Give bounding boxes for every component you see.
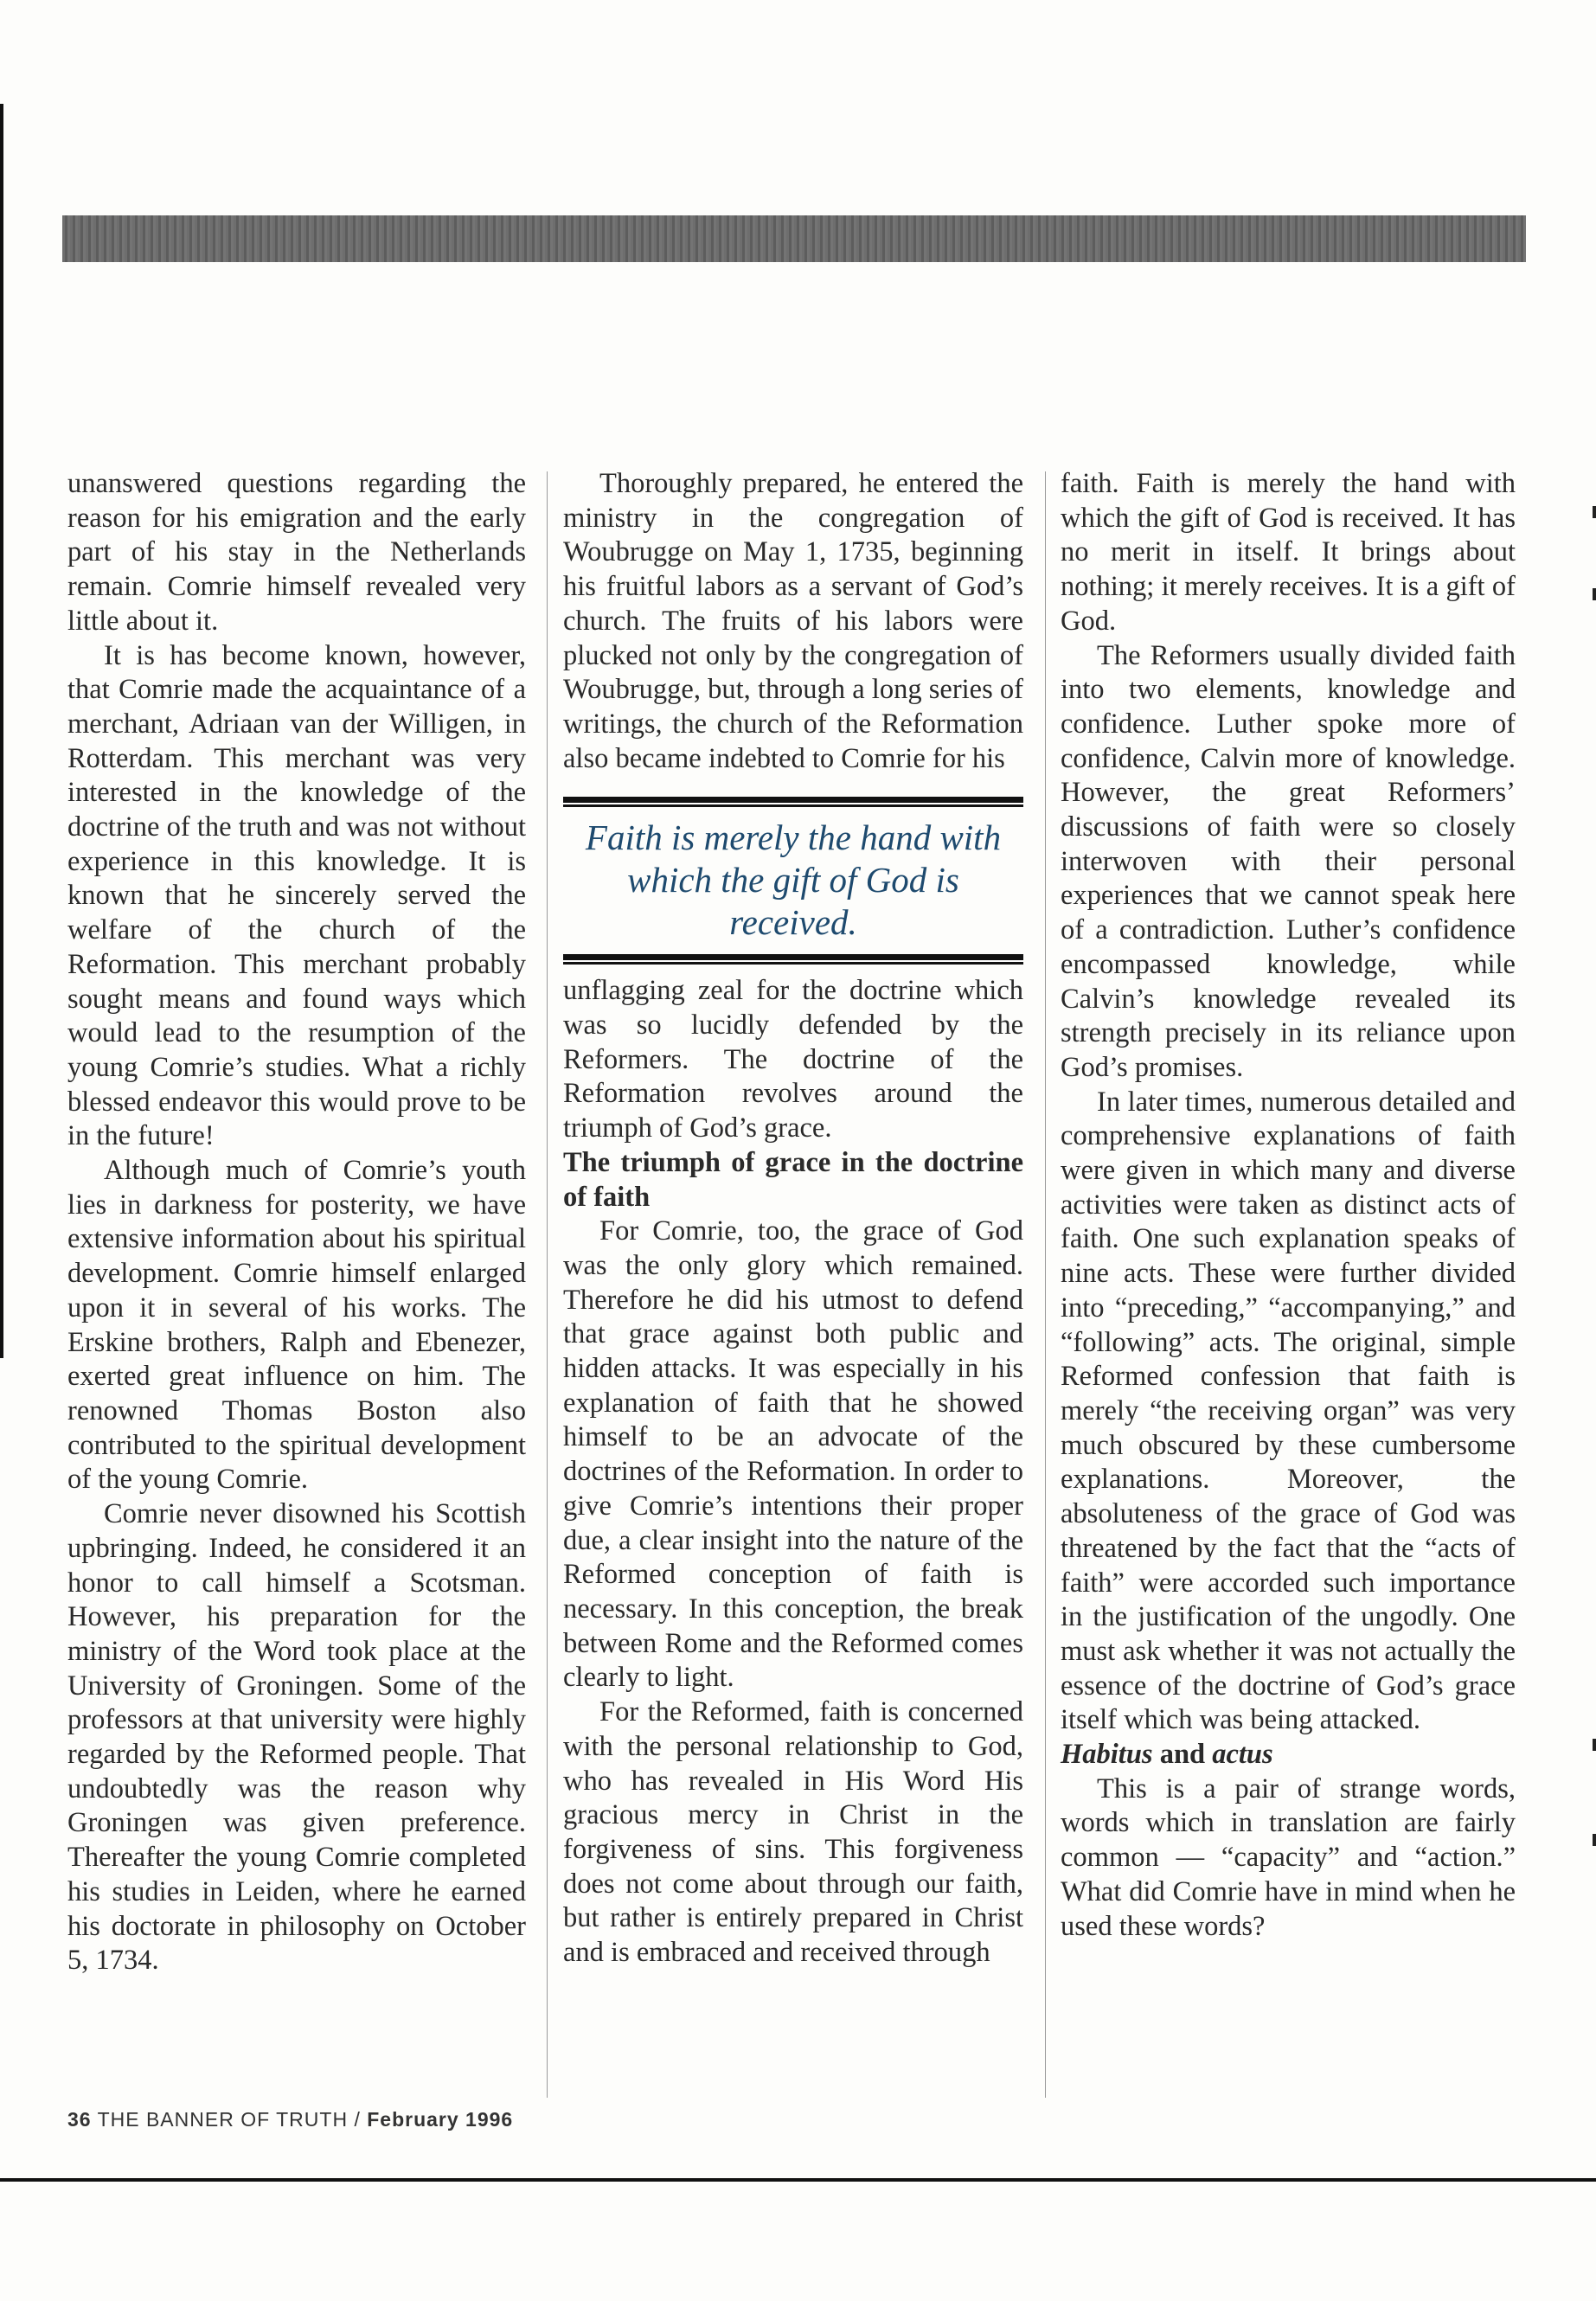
paragraph: For Comrie, too, the grace of God was the only glory which remained. Therefore he did his utmost to defend that grace against both public and hidden attacks. It was especially in his explanation of faith that he showed himself to be an advocate of the doctrines of the Reformation. In order to give Comrie’s intentions their proper due, a clear insight into the nature of the Reformed conception of faith is necessary. In this conception, the break between Rome and the Reformed comes clearly to light. <box>563 1215 1023 1694</box>
pull-quote-rule <box>563 797 1023 804</box>
section-heading: The triumph of grace in the doctrine of faith <box>563 1146 1023 1213</box>
paragraph: unflagging zeal for the doctrine which was so lucidly defended by the Reformers. The doctrine of the Reformation revolves around the triumph of God’s grace. <box>563 975 1023 1144</box>
heading-term: actus <box>1212 1739 1273 1771</box>
scan-mark <box>1593 1739 1596 1751</box>
scan-mark <box>1593 506 1596 518</box>
paragraph: Thoroughly prepared, he entered the ministry in the congregation of Woubrugge on May 1, 1735, beginning his fruitful labors as a servant of God’s church. The fruits of his labors were plucked not only by the congregation of Woubrugge, but, through a long series of writings, the church of the Reformation also became indebted to Comrie for his <box>563 468 1023 774</box>
pull-quote-text: Faith is merely the hand with which the gift of God is received. <box>585 817 1002 943</box>
pull-quote <box>563 797 1023 962</box>
paragraph: unanswered questions regarding the reason for his emigration and the early part of his stay in the Netherlands remain. Comrie himself revealed very little about it. <box>67 468 526 637</box>
heading-term: Habitus <box>1061 1739 1153 1771</box>
column-1 <box>67 467 526 1978</box>
footer-separator: / <box>348 2108 368 2131</box>
issue-date: February 1996 <box>367 2108 514 2131</box>
column-divider <box>547 471 548 2098</box>
scan-mark <box>1593 588 1596 600</box>
paragraph: This is a pair of strange words, words which in translation are fairly common — “capacity” and “action.” What did Comrie have in mind when he used these words? <box>1061 1772 1516 1942</box>
scan-mark <box>1593 1834 1596 1846</box>
header-band <box>62 215 1526 262</box>
paragraph: faith. Faith is merely the hand with which the gift of God is received. It has no merit in itself. It brings about nothing; it merely receives. It is a gift of God. <box>1061 468 1516 637</box>
bottom-rule <box>0 2178 1596 2182</box>
page-number: 36 <box>67 2108 92 2131</box>
column-2 <box>563 467 1023 1971</box>
page-edge-rule <box>0 104 3 1358</box>
pull-quote-rule <box>563 954 1023 962</box>
paragraph: Comrie never disowned his Scottish upbringing. Indeed, he considered it an honor to call himself a Scotsman. However, his preparation for the ministry of the Word took place at the University of Groningen. Some of the professors at that university were highly regarded by the Reformed people. That undoubtedly was the reason why Groningen was given preference. Thereafter the young Comrie completed his studies in Leiden, where he earned his doctorate in philosophy on October 5, 1734. <box>67 1498 526 1977</box>
page-footer <box>67 2108 513 2131</box>
publication-name: THE BANNER OF TRUTH <box>97 2108 349 2131</box>
column-divider <box>1045 471 1046 2098</box>
heading-conjunction: and <box>1152 1739 1213 1771</box>
column-3 <box>1061 467 1516 1944</box>
paragraph: Although much of Comrie’s youth lies in darkness for posterity, we have extensive information about his spiritual development. Comrie himself enlarged upon it in several of his works. The Erskine brothers, Ralph and Ebenezer, exerted great influence on him. The renowned Thomas Boston also contributed to the spiritual development of the young Comrie. <box>67 1155 526 1496</box>
section-heading <box>1061 1738 1516 1772</box>
paragraph: For the Reformed, faith is concerned with the personal relationship to God, who has revealed in His Word His gracious mercy in Christ in the forgiveness of sins. This forgiveness does not come about through our faith, but rather is entirely prepared in Christ and is embraced and received through <box>563 1696 1023 1969</box>
paragraph: It is has become known, however, that Comrie made the acquaintance of a merchant, Adriaan van der Willigen, in Rotterdam. This merchant was very interested in the knowledge of the doctrine of the truth and was not without experience in this knowledge. It is known that he sincerely served the welfare of the church of the Reformation. This merchant probably sought means and found ways which would lead to the resumption of the young Comrie’s studies. What a richly blessed endeavor this would prove to be in the future! <box>67 639 526 1152</box>
paragraph: In later times, numerous detailed and comprehensive explanations of faith were given in which many and diverse activities were taken as distinct acts of faith. One such explanation speaks of nine acts. These were further divided into “preceding,” “accompanying,” and “following” acts. The original, simple Reformed confession that faith is merely “the receiving organ” was very much obscured by these cumbersome explanations. Moreover, the absoluteness of the grace of God was threatened by the fact that the “acts of faith” were accorded such importance in the justification of the ungodly. One must ask whether it was not actually the essence of the doctrine of God’s grace itself which was being attacked. <box>1061 1086 1516 1736</box>
paragraph: The Reformers usually divided faith into two elements, knowledge and confidence. Luther spoke more of confidence, Calvin more of knowledge. However, the great Reformers’ discussions of faith were so closely interwoven with their personal experiences that we cannot speak here of a contradiction. Luther’s confidence encompassed knowledge, while Calvin’s knowledge revealed its strength precisely in its reliance upon God’s promises. <box>1061 639 1516 1083</box>
